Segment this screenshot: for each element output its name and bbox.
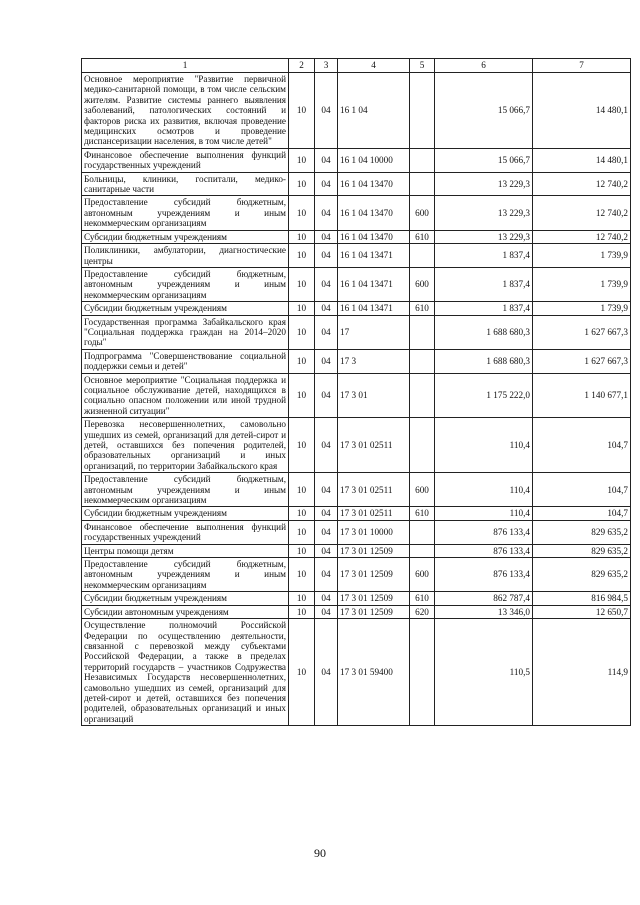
- target-article-cell: 17 3 01 12509: [338, 558, 410, 592]
- section-code-cell: 10: [289, 520, 315, 544]
- row-name-cell: Больницы, клиники, госпитали, медико-санитарные части: [82, 172, 289, 196]
- subsection-code-cell: 04: [315, 544, 338, 557]
- subsection-code-cell: 04: [315, 302, 338, 315]
- amount-year1-cell: 13 229,3: [435, 230, 533, 243]
- subsection-code-cell: 04: [315, 315, 338, 349]
- target-article-cell: 17 3 01 02511: [338, 473, 410, 507]
- row-name-cell: Перевозка несовершеннолетних, самовольно ушедших из семей, организаций для детей-сирот и детей, оставшихся без попечения родителей, образовательных организаций и иных организаций, по территории Забайкальского края: [82, 418, 289, 473]
- section-code-cell: 10: [289, 244, 315, 268]
- section-code-cell: 10: [289, 507, 315, 520]
- amount-year2-cell: 104,7: [533, 418, 631, 473]
- subsection-code-cell: 04: [315, 520, 338, 544]
- subsection-code-cell: 04: [315, 196, 338, 230]
- table-row: [82, 172, 631, 196]
- table-row: [82, 520, 631, 544]
- target-article-cell: 16 1 04 10000: [338, 148, 410, 172]
- section-code-cell: 10: [289, 558, 315, 592]
- row-name-cell: Финансовое обеспечение выполнения функций государственных учреждений: [82, 520, 289, 544]
- amount-year2-cell: 1 739,9: [533, 244, 631, 268]
- expense-type-cell: 600: [410, 558, 435, 592]
- amount-year1-cell: 1 175 222,0: [435, 373, 533, 418]
- amount-year1-cell: 876 133,4: [435, 558, 533, 592]
- amount-year1-cell: 15 066,7: [435, 148, 533, 172]
- amount-year2-cell: 1 627 667,3: [533, 315, 631, 349]
- amount-year1-cell: 1 688 680,3: [435, 349, 533, 373]
- target-article-cell: 16 1 04 13471: [338, 302, 410, 315]
- target-article-cell: 16 1 04 13470: [338, 196, 410, 230]
- target-article-cell: 17: [338, 315, 410, 349]
- subsection-code-cell: 04: [315, 349, 338, 373]
- table-row: [82, 605, 631, 618]
- expense-type-cell: 610: [410, 302, 435, 315]
- subsection-code-cell: 04: [315, 418, 338, 473]
- section-code-cell: 10: [289, 544, 315, 557]
- amount-year2-cell: 14 480,1: [533, 73, 631, 149]
- amount-year2-cell: 1 627 667,3: [533, 349, 631, 373]
- amount-year1-cell: 1 837,4: [435, 302, 533, 315]
- column-header: 6: [435, 59, 533, 73]
- target-article-cell: 16 1 04 13471: [338, 244, 410, 268]
- row-name-cell: Предоставление субсидий бюджетным, автономным учреждениям и иным некоммерческим организациям: [82, 473, 289, 507]
- amount-year1-cell: 110,4: [435, 473, 533, 507]
- expense-type-cell: 610: [410, 507, 435, 520]
- subsection-code-cell: 04: [315, 148, 338, 172]
- table-row: [82, 619, 631, 726]
- section-code-cell: 10: [289, 605, 315, 618]
- amount-year2-cell: 12 740,2: [533, 230, 631, 243]
- row-name-cell: Предоставление субсидий бюджетным, автономным учреждениям и иным некоммерческим организациям: [82, 267, 289, 301]
- table-row: [82, 148, 631, 172]
- expense-type-cell: [410, 73, 435, 149]
- target-article-cell: 17 3 01 10000: [338, 520, 410, 544]
- column-header: 7: [533, 59, 631, 73]
- table-row: [82, 592, 631, 605]
- table-row: [82, 302, 631, 315]
- section-code-cell: 10: [289, 473, 315, 507]
- expense-type-cell: [410, 544, 435, 557]
- column-header: 4: [338, 59, 410, 73]
- section-code-cell: 10: [289, 349, 315, 373]
- amount-year2-cell: 829 635,2: [533, 558, 631, 592]
- expense-type-cell: 600: [410, 196, 435, 230]
- amount-year1-cell: 1 837,4: [435, 244, 533, 268]
- row-name-cell: Субсидии бюджетным учреждениям: [82, 302, 289, 315]
- table-row: [82, 507, 631, 520]
- section-code-cell: 10: [289, 230, 315, 243]
- target-article-cell: 16 1 04: [338, 73, 410, 149]
- amount-year1-cell: 13 229,3: [435, 172, 533, 196]
- target-article-cell: 17 3 01: [338, 373, 410, 418]
- row-name-cell: Поликлиники, амбулатории, диагностические центры: [82, 244, 289, 268]
- subsection-code-cell: 04: [315, 244, 338, 268]
- section-code-cell: 10: [289, 315, 315, 349]
- subsection-code-cell: 04: [315, 592, 338, 605]
- subsection-code-cell: 04: [315, 267, 338, 301]
- target-article-cell: 16 1 04 13470: [338, 230, 410, 243]
- expense-type-cell: [410, 373, 435, 418]
- expense-type-cell: 610: [410, 230, 435, 243]
- amount-year1-cell: 13 229,3: [435, 196, 533, 230]
- amount-year2-cell: 104,7: [533, 507, 631, 520]
- section-code-cell: 10: [289, 267, 315, 301]
- table-row: [82, 73, 631, 149]
- section-code-cell: 10: [289, 619, 315, 726]
- column-header: 3: [315, 59, 338, 73]
- expense-type-cell: [410, 172, 435, 196]
- column-header: 5: [410, 59, 435, 73]
- subsection-code-cell: 04: [315, 373, 338, 418]
- amount-year2-cell: 14 480,1: [533, 148, 631, 172]
- section-code-cell: 10: [289, 418, 315, 473]
- subsection-code-cell: 04: [315, 558, 338, 592]
- amount-year2-cell: 104,7: [533, 473, 631, 507]
- subsection-code-cell: 04: [315, 172, 338, 196]
- amount-year2-cell: 1 739,9: [533, 302, 631, 315]
- amount-year2-cell: 829 635,2: [533, 520, 631, 544]
- table-row: [82, 349, 631, 373]
- target-article-cell: 17 3 01 12509: [338, 605, 410, 618]
- row-name-cell: Субсидии бюджетным учреждениям: [82, 230, 289, 243]
- expense-type-cell: [410, 418, 435, 473]
- expense-type-cell: 600: [410, 473, 435, 507]
- amount-year2-cell: 12 740,2: [533, 172, 631, 196]
- column-header: 1: [82, 59, 289, 73]
- amount-year1-cell: 1 688 680,3: [435, 315, 533, 349]
- subsection-code-cell: 04: [315, 230, 338, 243]
- amount-year2-cell: 114,9: [533, 619, 631, 726]
- amount-year1-cell: 110,4: [435, 418, 533, 473]
- expense-type-cell: 610: [410, 592, 435, 605]
- amount-year2-cell: 1 739,9: [533, 267, 631, 301]
- section-code-cell: 10: [289, 172, 315, 196]
- section-code-cell: 10: [289, 302, 315, 315]
- target-article-cell: 16 1 04 13470: [338, 172, 410, 196]
- amount-year1-cell: 1 837,4: [435, 267, 533, 301]
- amount-year2-cell: 12 740,2: [533, 196, 631, 230]
- row-name-cell: Основное мероприятие "Социальная поддержка и социальное обслуживание детей, находящихся в социально опасном положении или иной трудной жизненной ситуации": [82, 373, 289, 418]
- target-article-cell: 17 3 01 02511: [338, 507, 410, 520]
- subsection-code-cell: 04: [315, 507, 338, 520]
- table-row: [82, 473, 631, 507]
- target-article-cell: 16 1 04 13471: [338, 267, 410, 301]
- expense-type-cell: [410, 520, 435, 544]
- expense-type-cell: [410, 148, 435, 172]
- row-name-cell: Субсидии бюджетным учреждениям: [82, 507, 289, 520]
- expense-type-cell: [410, 315, 435, 349]
- table-row: [82, 267, 631, 301]
- row-name-cell: Основное мероприятие "Развитие первичной медико-санитарной помощи, в том числе сельским жителям. Развитие системы раннего выявления заболеваний, патологических состояний и факторов риска их развития, включая проведение медицинских осмотров и проведение диспансеризации населения, в том числе детей": [82, 73, 289, 149]
- row-name-cell: Государственная программа Забайкальского края "Социальная поддержка граждан на 2014–2020 годы": [82, 315, 289, 349]
- amount-year1-cell: 876 133,4: [435, 520, 533, 544]
- row-name-cell: Субсидии бюджетным учреждениям: [82, 592, 289, 605]
- amount-year1-cell: 110,5: [435, 619, 533, 726]
- expense-type-cell: [410, 619, 435, 726]
- amount-year1-cell: 110,4: [435, 507, 533, 520]
- column-header: 2: [289, 59, 315, 73]
- amount-year2-cell: 12 650,7: [533, 605, 631, 618]
- amount-year2-cell: 829 635,2: [533, 544, 631, 557]
- target-article-cell: 17 3 01 02511: [338, 418, 410, 473]
- table-row: [82, 373, 631, 418]
- subsection-code-cell: 04: [315, 473, 338, 507]
- amount-year2-cell: 1 140 677,1: [533, 373, 631, 418]
- table-row: [82, 558, 631, 592]
- header-row: [82, 59, 631, 73]
- section-code-cell: 10: [289, 73, 315, 149]
- table-row: [82, 544, 631, 557]
- page-number: 90: [314, 846, 326, 860]
- row-name-cell: Осуществление полномочий Российской Федерации по осуществлению деятельности, связанной с перевозкой между субъектами Российской Федерации, а также в пределах территорий государств – участников Содружества Независимых Государств несовершеннолетних, самовольно ушедших из семей, организаций для детей-сирот и детей, оставшихся без попечения родителей, образовательных организаций и иных организаций: [82, 619, 289, 726]
- row-name-cell: Подпрограмма "Совершенствование социальной поддержки семьи и детей": [82, 349, 289, 373]
- target-article-cell: 17 3 01 59400: [338, 619, 410, 726]
- amount-year1-cell: 15 066,7: [435, 73, 533, 149]
- section-code-cell: 10: [289, 592, 315, 605]
- budget-table: [81, 58, 631, 726]
- subsection-code-cell: 04: [315, 605, 338, 618]
- expense-type-cell: 620: [410, 605, 435, 618]
- amount-year1-cell: 862 787,4: [435, 592, 533, 605]
- expense-type-cell: 600: [410, 267, 435, 301]
- table-row: [82, 418, 631, 473]
- row-name-cell: Субсидии автономным учреждениям: [82, 605, 289, 618]
- target-article-cell: 17 3 01 12509: [338, 544, 410, 557]
- table-row: [82, 230, 631, 243]
- expense-type-cell: [410, 349, 435, 373]
- row-name-cell: Финансовое обеспечение выполнения функций государственных учреждений: [82, 148, 289, 172]
- subsection-code-cell: 04: [315, 73, 338, 149]
- amount-year1-cell: 13 346,0: [435, 605, 533, 618]
- table-row: [82, 244, 631, 268]
- amount-year2-cell: 816 984,5: [533, 592, 631, 605]
- section-code-cell: 10: [289, 373, 315, 418]
- target-article-cell: 17 3: [338, 349, 410, 373]
- row-name-cell: Центры помощи детям: [82, 544, 289, 557]
- target-article-cell: 17 3 01 12509: [338, 592, 410, 605]
- section-code-cell: 10: [289, 196, 315, 230]
- row-name-cell: Предоставление субсидий бюджетным, автономным учреждениям и иным некоммерческим организациям: [82, 196, 289, 230]
- table-row: [82, 196, 631, 230]
- table-body: [82, 73, 631, 726]
- expense-type-cell: [410, 244, 435, 268]
- subsection-code-cell: 04: [315, 619, 338, 726]
- table-row: [82, 315, 631, 349]
- section-code-cell: 10: [289, 148, 315, 172]
- amount-year1-cell: 876 133,4: [435, 544, 533, 557]
- row-name-cell: Предоставление субсидий бюджетным, автономным учреждениям и иным некоммерческим организациям: [82, 558, 289, 592]
